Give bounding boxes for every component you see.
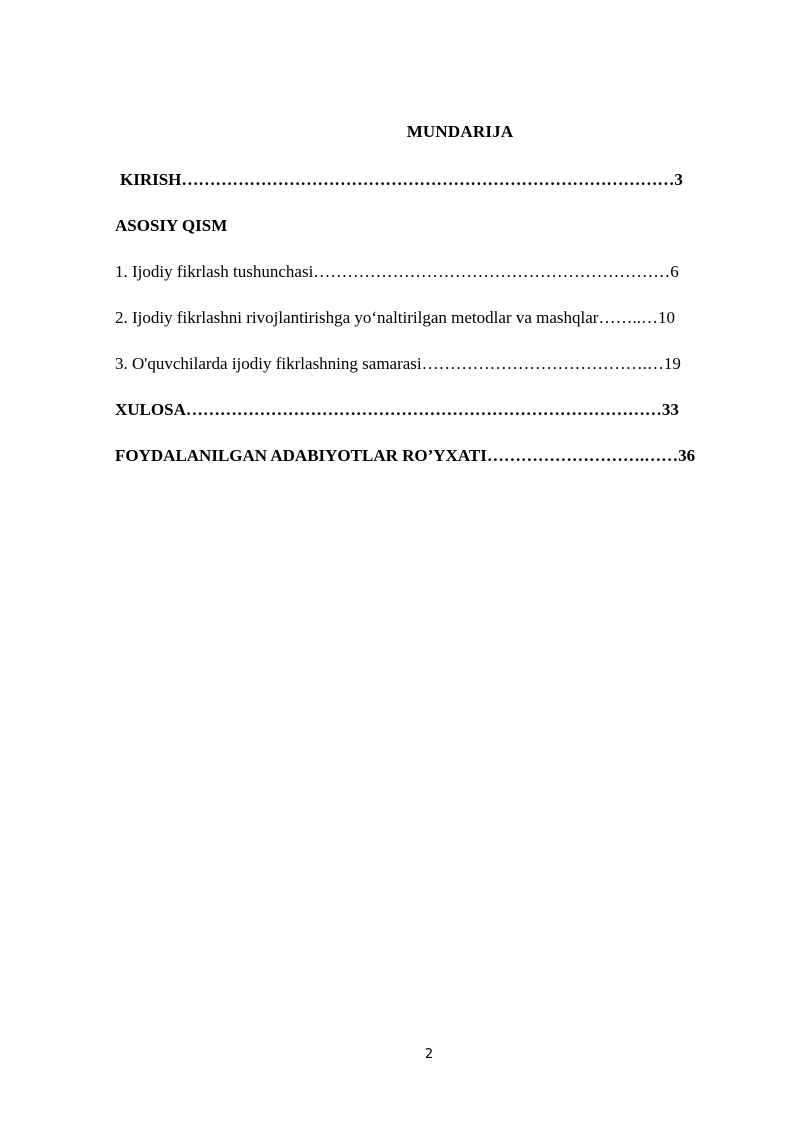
- page-number: 2: [424, 1047, 434, 1062]
- toc-section-heading: ASOSIY QISM: [115, 216, 228, 235]
- toc-entry-references: FOYDALANILGAN ADABIYOTLAR RO’YXATI……………………….……36: [115, 446, 696, 465]
- toc-entry-2: 2. Ijodiy fikrlashni rivojlantirishga yo‘naltirilgan metodlar va mashqlar……..…10: [115, 308, 675, 327]
- toc-entry-xulosa: XULOSA…………………………………………………………………………33: [115, 400, 679, 419]
- toc-entry-3: 3. O'quvchilarda ijodiy fikrlashning samarasi………………………………….…19: [115, 354, 681, 373]
- toc-entry-kirish: KIRISH……………………………………………………………………………3: [120, 170, 683, 189]
- toc-title: MUNDARIJA: [406, 122, 514, 141]
- toc-entry-1: 1. Ijodiy fikrlash tushunchasi………………………………………………………6: [115, 262, 679, 281]
